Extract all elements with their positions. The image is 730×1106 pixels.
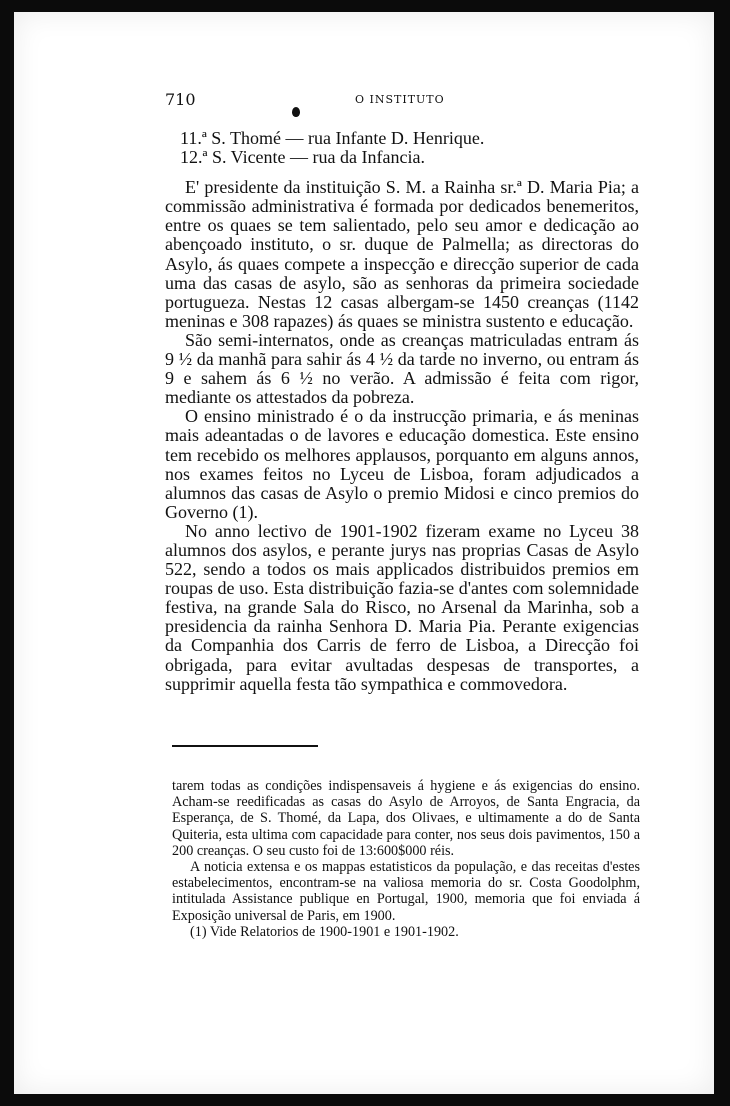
running-title: O INSTITUTO (355, 93, 445, 106)
list-item: 11.ª S. Thomé — rua Infante D. Henrique. (180, 128, 485, 148)
paragraph: No anno lectivo de 1901-1902 fizeram exame no Lyceu 38 alumnos dos asylos, e perante jurys nas proprias Casas de Asylo 522, sendo a todos os mais applicados distribuidos premios em roupas de uso. Esta distribuição fazia-se d'antes com solemnidade festiva, na grande Sala do Risco, no Arsenal da Marinha, sob a presidencia da rainha Senhora D. Maria Pia. Perante exigencias da Companhia dos Carris de ferro de Lisboa, a Direcção foi obrigada, para evitar avultadas despesas de transportes, a supprimir aquella festa tão sympathica e commovedora. (165, 520, 639, 694)
footnote-1: (1) Vide Relatorios de 1900-1901 e 1901-1902. (190, 923, 459, 940)
list-item: 12.ª S. Vicente — rua da Infancia. (180, 147, 425, 168)
page-number: 710 (165, 90, 196, 109)
paragraph: E' presidente da instituição S. M. a Rainha sr.ª D. Maria Pia; a commissão administrativa é formada por dedicados benemeritos, entre os quaes se tem salientado, pelo seu amor e dedicação ao abençoado instituto, o sr. duque de Palmella; as directoras do Asylo, ás quaes compete a inspecção e direcção superior de cada uma das casas de asylo, são as senhoras da primeira sociedade portugueza. Nestas 12 casas albergam-se 1450 creanças (1142 meninas e 308 rapazes) ás quaes se ministra sustento e educação. (165, 177, 639, 331)
body-text (165, 129, 639, 694)
footnotes (172, 778, 640, 940)
ornament-icon (292, 107, 300, 117)
paragraph: O ensino ministrado é o da instrucção primaria, e ás meninas mais adeantadas o de lavores e educação domestica. Este ensino tem recebido os melhores applausos, porquanto em alguns annos, nos exames feitos no Lyceu de Lisboa, foram adjudicados a alumnos das casas de Asylo o premio Midosi e cinco premios do Governo (1). (165, 406, 639, 522)
footnote-continuation: tarem todas as condições indispensaveis á hygiene e ás exigencias do ensino. Acham-se reedificadas as casas do Asylo de Arroyos, de Santa Engracia, da Esperança, de S. Thomé, da Lapa, dos Olivaes, e ultimamente a do de Santa Quiteria, esta ultima com capacidade para conter, nos seus dois pavimentos, 150 a 200 creanças. O seu custo foi de 13:600$000 réis. (172, 778, 640, 859)
footnote-divider (172, 745, 318, 747)
page-header (165, 90, 645, 110)
footnote-paragraph: A noticia extensa e os mappas estatisticos da população, e das receitas d'estes estabelecimentos, encontram-se na valiosa memoria do sr. Costa Goodolphm, intitulada Assistance publique en Portugal, 1900, memoria que foi enviada á Exposição universal de Paris, em 1900. (172, 859, 640, 924)
paragraph: São semi-internatos, onde as creanças matriculadas entram ás 9 ½ da manhã para sahir ás 4 ½ da tarde no inverno, ou entram ás 9 e sahem ás 6 ½ no verão. A admissão é feita com rigor, mediante os attestados da pobreza. (165, 329, 639, 408)
book-page (14, 12, 714, 1094)
